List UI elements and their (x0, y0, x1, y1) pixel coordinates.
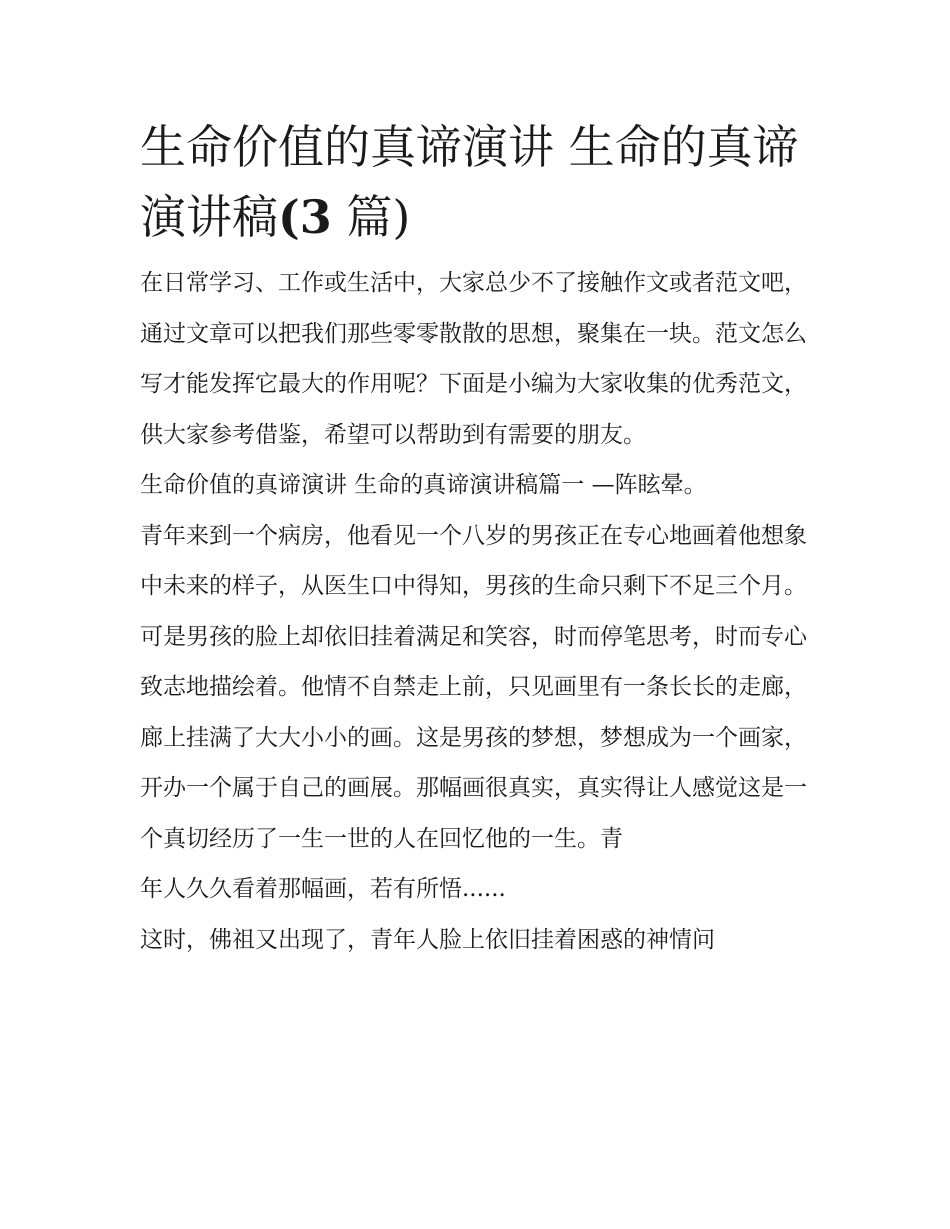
paragraph-story: 青年来到一个病房，他看见一个八岁的男孩正在专心地画着他想象中未来的样子，从医生口中得知，男孩的生命只剩下不足三个月。可是男孩的脸上却依旧挂着满足和笑容，时而停笔思考，时而专心致志地描绘着。他情不自禁走上前，只见画里有一条长长的走廊，廊上挂满了大大小小的画。这是男孩的梦想，梦想成为一个画家，开办一个属于自己的画展。那幅画很真实，真实得让人感觉这是一个真切经历了一生一世的人在回忆他的一生。青 (140, 522, 807, 852)
document-title (140, 112, 820, 252)
paragraph-continuation: 年人久久看着那幅画，若有所悟...... (140, 876, 506, 902)
document-page (140, 112, 820, 965)
paragraph-section-heading: 生命价值的真谛演讲 生命的真谛演讲稿篇一 —阵眩晕。 (140, 472, 707, 498)
title-text-main: 生命价值的真谛演讲 生命的真谛演讲稿 (140, 120, 799, 244)
paragraph-final: 这时，佛祖又出现了，青年人脸上依旧挂着困惑的神情问 (140, 926, 715, 953)
paragraph-intro: 在日常学习、工作或生活中，大家总少不了接触作文或者范文吧，通过文章可以把我们那些零零散散的思想，聚集在一块。范文怎么写才能发挥它最大的作用呢？下面是小编为大家收集的优秀范文，供大家参考借鉴，希望可以帮助到有需要的朋友。 (140, 270, 807, 448)
title-text-count: (3 (278, 190, 332, 244)
title-text-suffix: 篇) (331, 190, 411, 244)
